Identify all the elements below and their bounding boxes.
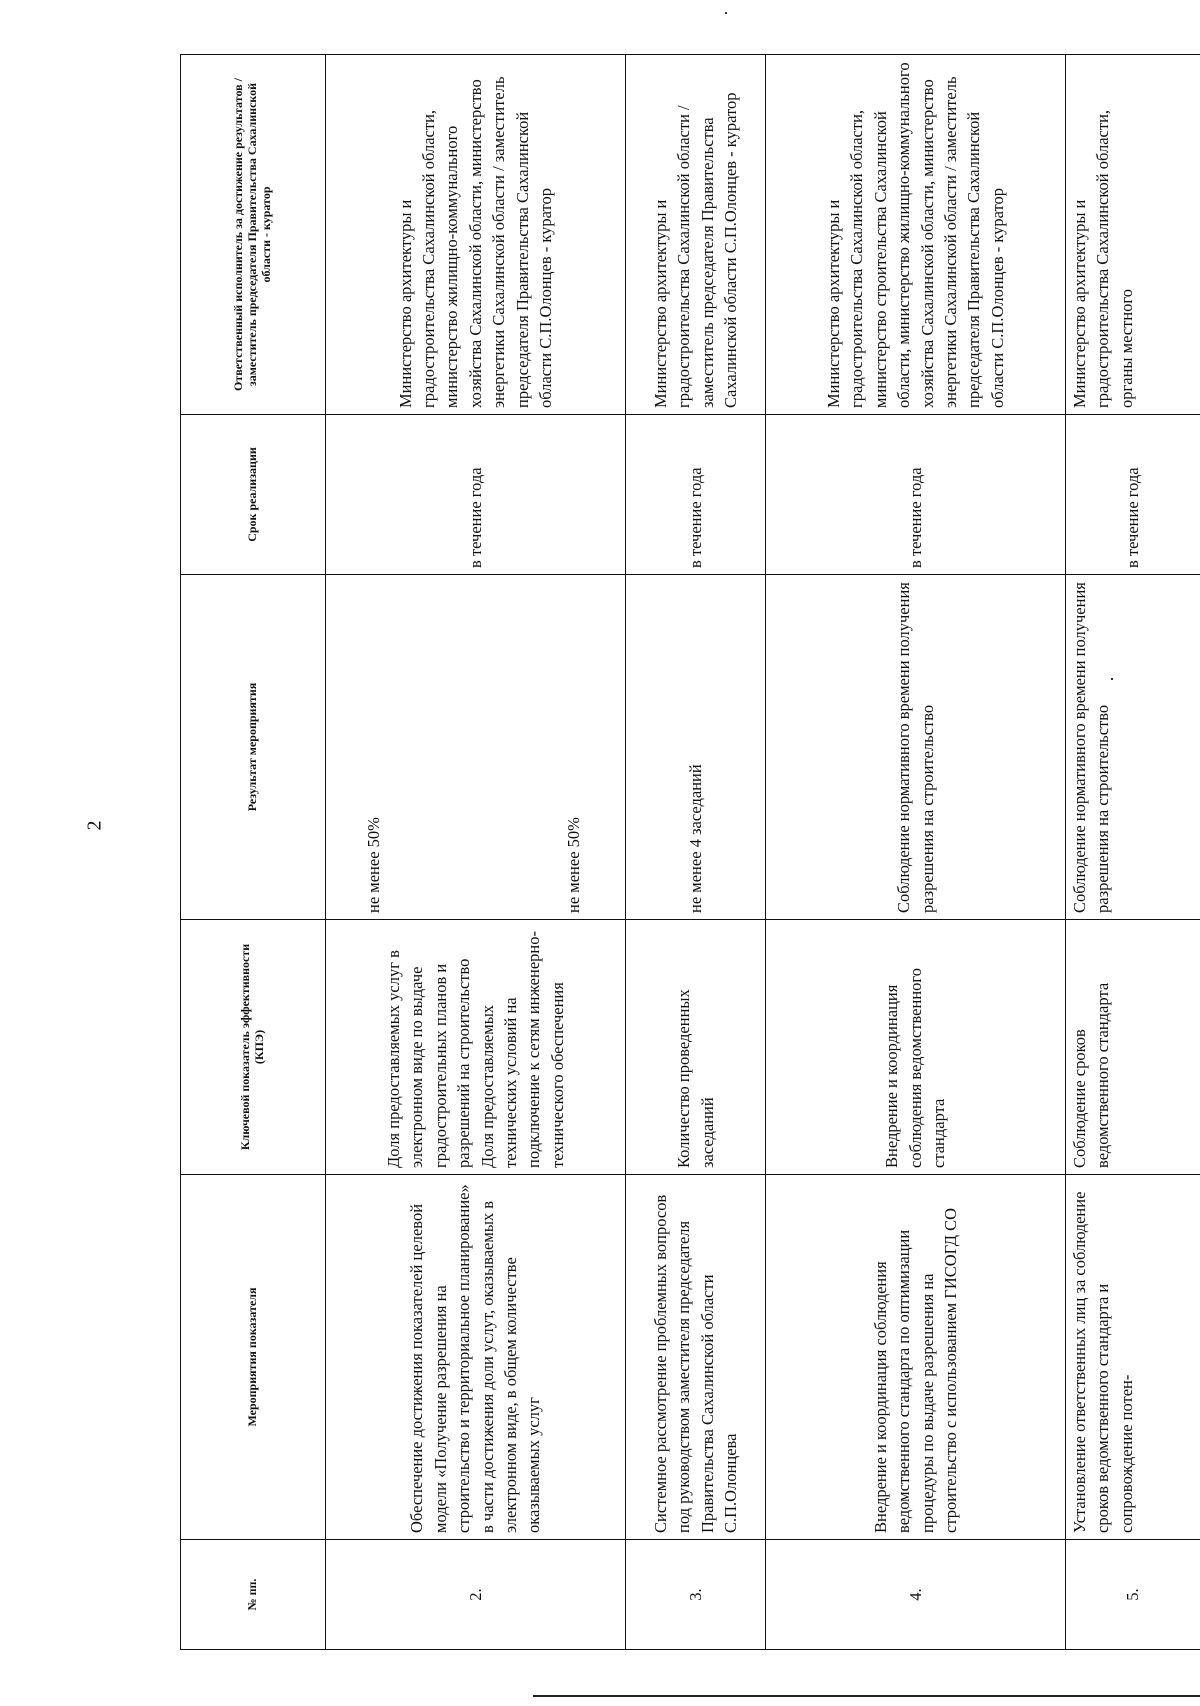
table-row bbox=[326, 55, 626, 1650]
header-activity: Мероприятия показателя bbox=[181, 1175, 326, 1540]
scan-speck bbox=[725, 12, 727, 14]
row-activity: Обеспечение достижения показателей целевой модели «Получение разрешения на строительство и территориальное планирование» в части достижения доли услут, оказываемых в электронном виде, в общем количестве оказываемых услуг bbox=[326, 1175, 626, 1540]
row-result-2: не менее 50% bbox=[563, 817, 583, 913]
row-kpi: Внедрение и координация соблюдения ведомственного стандарта bbox=[766, 920, 1066, 1175]
header-num: № пп. bbox=[181, 1540, 326, 1650]
row-result: Соблюдение нормативного времени получения разрешения на строительство bbox=[766, 575, 1066, 920]
row-responsible: Министерство архитектуры и градостроительства Сахалинской области / заместитель председателя Правительства Сахалинской области С.П.Олонцев - куратор bbox=[626, 55, 766, 415]
table-row bbox=[766, 55, 1066, 1650]
row-number: 4. bbox=[766, 1540, 1066, 1650]
row-number: 5. bbox=[1066, 1540, 1200, 1650]
row-term: в течение года bbox=[1066, 415, 1200, 575]
row-responsible: Министерство архитектуры и градостроительства Сахалинской области, министерство жилищно-коммунального хозяйства Сахалинской области, министерство энергетики Сахалинской области / заместитель председателя Правительства Сахалинской области С.П.Олонцев - куратор bbox=[326, 55, 626, 415]
rotated-table-container bbox=[180, 55, 1200, 1650]
row-kpi-1: Доля предоставляемых услуг в электронном виде по выдаче градостроительных планов и разрешений на строительство bbox=[383, 950, 474, 1168]
row-activity: Установление ответственных лиц за соблюдение сроков ведомственного стандарта и сопровождение потен- bbox=[1066, 1175, 1200, 1540]
row-number: 3. bbox=[626, 1540, 766, 1650]
row-kpi: Соблюдение сроков ведомственного стандарта bbox=[1066, 920, 1200, 1175]
scan-speck bbox=[1111, 678, 1113, 680]
header-kpi: Ключевой показатель эффективности (КПЭ) bbox=[181, 920, 326, 1175]
header-term: Срок реализации bbox=[181, 415, 326, 575]
row-activity: Внедрение и координация соблюдения ведомственного стандарта по оптимизации процедуры по выдаче разрешения на строительство с использованием ГИСОГД СО bbox=[766, 1175, 1066, 1540]
row-responsible: Министерство архитектуры и градостроительства Сахалинской области, министерство строительства Сахалинской области, министерство жилищно-коммунального хозяйства Сахалинской области, министерство энергетики Сахалинской области / заместитель председателя Правительства Сахалинской области С.П.Олонцев - куратор bbox=[766, 55, 1066, 415]
table-header-row bbox=[181, 55, 326, 1650]
row-result: не менее 4 заседаний bbox=[626, 575, 766, 920]
row-term: в течение года bbox=[626, 415, 766, 575]
row-kpi: Количество проведенных заседаний bbox=[626, 920, 766, 1175]
header-result: Результат мероприятия bbox=[181, 575, 326, 920]
scan-edge-line bbox=[533, 1695, 1200, 1697]
row-result-1: не менее 50% bbox=[364, 817, 383, 913]
row-term: в течение года bbox=[766, 415, 1066, 575]
header-responsible: Ответственный исполнитель за достижение результатов / заместитель председателя Правительства Сахалинской области - куратор bbox=[181, 55, 326, 415]
table-row bbox=[626, 55, 766, 1650]
page-number: 2 bbox=[83, 820, 106, 831]
row-kpi-2: Доля предоставляемых технических условий на подключение к сетям инженерно-технического обеспечения bbox=[477, 931, 567, 1168]
row-term: в течение года bbox=[326, 415, 626, 575]
table-row bbox=[1066, 55, 1200, 1650]
row-number: 2. bbox=[326, 1540, 626, 1650]
row-result: Соблюдение нормативного времени получения разрешения на строительство bbox=[1066, 575, 1200, 920]
row-result bbox=[326, 575, 626, 920]
activities-table bbox=[180, 54, 1200, 1650]
row-activity: Системное рассмотрение проблемных вопросов под руководством заместителя председателя Правительства Сахалинской области С.П.Олонцева bbox=[626, 1175, 766, 1540]
row-kpi bbox=[326, 920, 626, 1175]
row-responsible: Министерство архитектуры и градостроительства Сахалинской области, органы местного bbox=[1066, 55, 1200, 415]
